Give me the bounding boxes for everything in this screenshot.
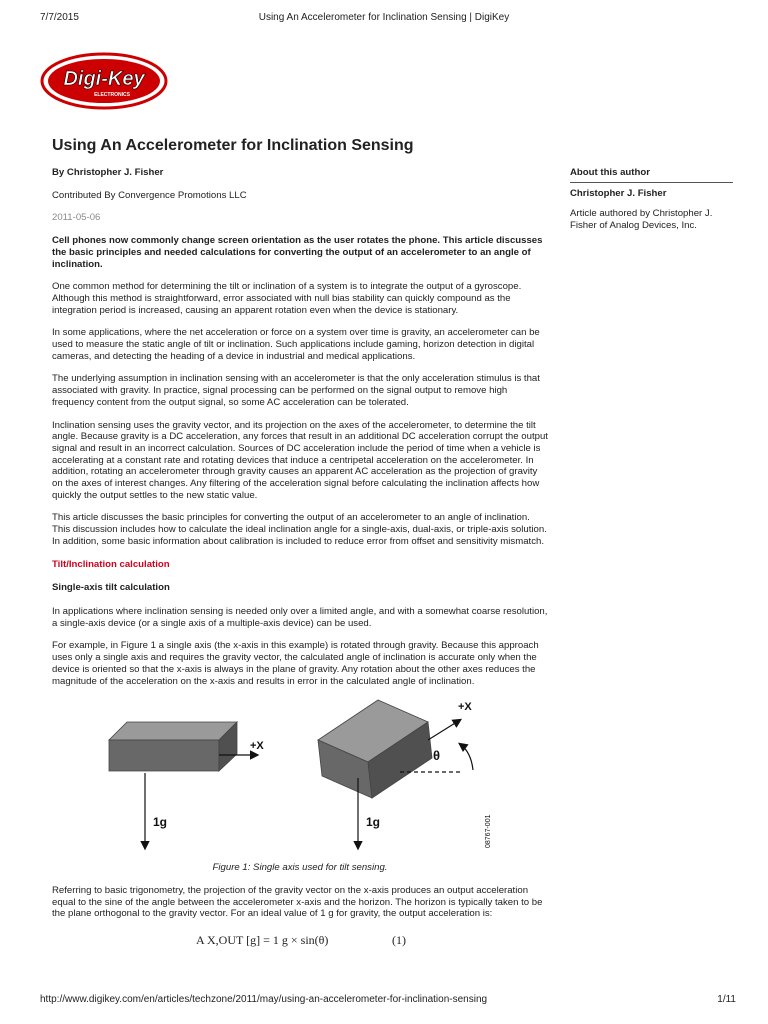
sub-heading: Single-axis tilt calculation xyxy=(52,582,170,594)
page-number: 1/11 xyxy=(717,994,736,1005)
author-bio: Article authored by Christopher J. Fisher of Analog Devices, Inc. xyxy=(570,208,713,232)
paragraph: Inclination sensing uses the gravity vector, and its projection on the axes of the accelerometer, to determine the tilt angle. Because gravity is a DC acceleration, any forces that result in an additional DC acceleration corrupt the output signal and result in an incorrect calculation. Sources of DC acceleration include the period of time when a vehicle is accelerating at a constant rate and rotating devices that induce a centripetal acceleration on the accelerometer. In addition, rotating an accelerometer through gravity causes an apparent AC acceleration as the projection of gravity on the axes of interest changes. Any filtering of the acceleration signal before calculating the inclination affects how quickly the output settles to the new static value. xyxy=(52,419,548,501)
paragraph: In applications where inclination sensing is needed only over a limited angle, and with a somewhat coarse resolution, a single-axis device (or a single axis of a multiple-axis device) can be used. xyxy=(52,605,548,629)
byline: By Christopher J. Fisher xyxy=(52,167,164,178)
paragraph: For example, in Figure 1 a single axis (the x-axis in this example) is rotated through gravity. Because this approach uses only a single axis and requires the gravity vector, the calculated angle of inclination is accurate only when the device is oriented so that the x-axis is always in the plane of gravity. Any rotation about the other axes reduces the magnitude of the acceleration on the x-axis and results in error in the calculated angle of inclination. xyxy=(52,640,539,687)
figure-caption: Figure 1: Single axis used for tilt sensing. xyxy=(212,862,388,874)
flat-accelerometer-box xyxy=(109,722,237,771)
x-axis-label: +X xyxy=(250,740,264,753)
contributed-by: Contributed By Convergence Promotions LLC xyxy=(52,189,247,201)
tilted-gravity-label: 1g xyxy=(366,815,381,830)
article-body xyxy=(52,167,548,953)
tilted-accelerometer-box xyxy=(318,700,432,798)
article-title: Using An Accelerometer for Inclination Sensing xyxy=(52,137,414,154)
paragraph: This article discusses the basic principles for converting the output of an accelerometer to an angle of inclination. This discussion includes how to calculate the ideal inclination angle for a single-axis, dual-axis, or triple-axis solution. In addition, some basic information about calibration is included to reduce error from offset and sensitivity mismatch. xyxy=(52,512,547,547)
svg-text:Digi-Key: Digi-Key xyxy=(63,68,145,90)
section-heading: Tilt/Inclination calculation xyxy=(52,558,170,570)
gravity-label: 1g xyxy=(153,815,168,830)
theta-label: θ xyxy=(433,748,441,764)
equation-text: A X,OUT [g] = 1 g × sin(θ) xyxy=(196,933,329,948)
equation-number: (1) xyxy=(392,933,406,948)
tilt-diagram xyxy=(52,698,548,858)
tilted-x-axis-arrow xyxy=(428,720,460,740)
equation-1 xyxy=(52,931,548,953)
lead-paragraph: Cell phones now commonly change screen orientation as the user rotates the phone. This article discusses the basic principles and needed calculations for converting the output of an accelerometer to an angle of inclination. xyxy=(52,235,543,270)
figure-1 xyxy=(52,698,548,858)
paragraph: One common method for determining the tilt or inclination of a system is to integrate the output of a gyroscope. Although this method is straightforward, error associated with null bias stability can quickly compound as the integration period is increased, causing an apparent rotation even when the device is stationary. xyxy=(52,281,522,316)
svg-text:ELECTRONICS: ELECTRONICS xyxy=(94,92,130,98)
sidebar-heading: About this author xyxy=(570,167,733,183)
angle-arc-arrow xyxy=(460,744,473,770)
paragraph: Referring to basic trigonometry, the projection of the gravity vector on the x-axis produces an output acceleration equal to the sine of the angle between the accelerometer x-axis and the horizon. The horizon is typically taken to be the plane orthogonal to the gravity vector. For an ideal value of 1 g for gravity, the output acceleration is: xyxy=(52,884,543,920)
author-name[interactable]: Christopher J. Fisher xyxy=(570,187,667,199)
paragraph: The underlying assumption in inclination sensing with an accelerometer is that the only acceleration stimulus is that associated with gravity. In practice, signal processing can be performed on the signal output to remove high frequency content from the output signal, so some AC acceleration can be tolerated. xyxy=(52,373,540,408)
digikey-logo[interactable] xyxy=(40,52,168,110)
figure-code: 08767-001 xyxy=(485,814,492,849)
publish-date: 2011-05-06 xyxy=(52,212,101,224)
paragraph: In some applications, where the net acceleration or force on a system over time is gravity, an accelerometer can be used to measure the static angle of tilt or inclination. Such applications include gaming, horizon detection in digital cameras, and detecting the heading of a device in industrial and medical applications. xyxy=(52,327,540,362)
footer-url[interactable]: http://www.digikey.com/en/articles/techzone/2011/may/using-an-accelerometer-for-inclination-sensing xyxy=(40,994,488,1005)
author-sidebar xyxy=(570,167,733,232)
print-date: 7/7/2015 xyxy=(40,12,79,23)
tilted-x-axis-label: +X xyxy=(458,701,472,714)
print-page-title: Using An Accelerometer for Inclination Sensing | DigiKey xyxy=(258,12,510,23)
